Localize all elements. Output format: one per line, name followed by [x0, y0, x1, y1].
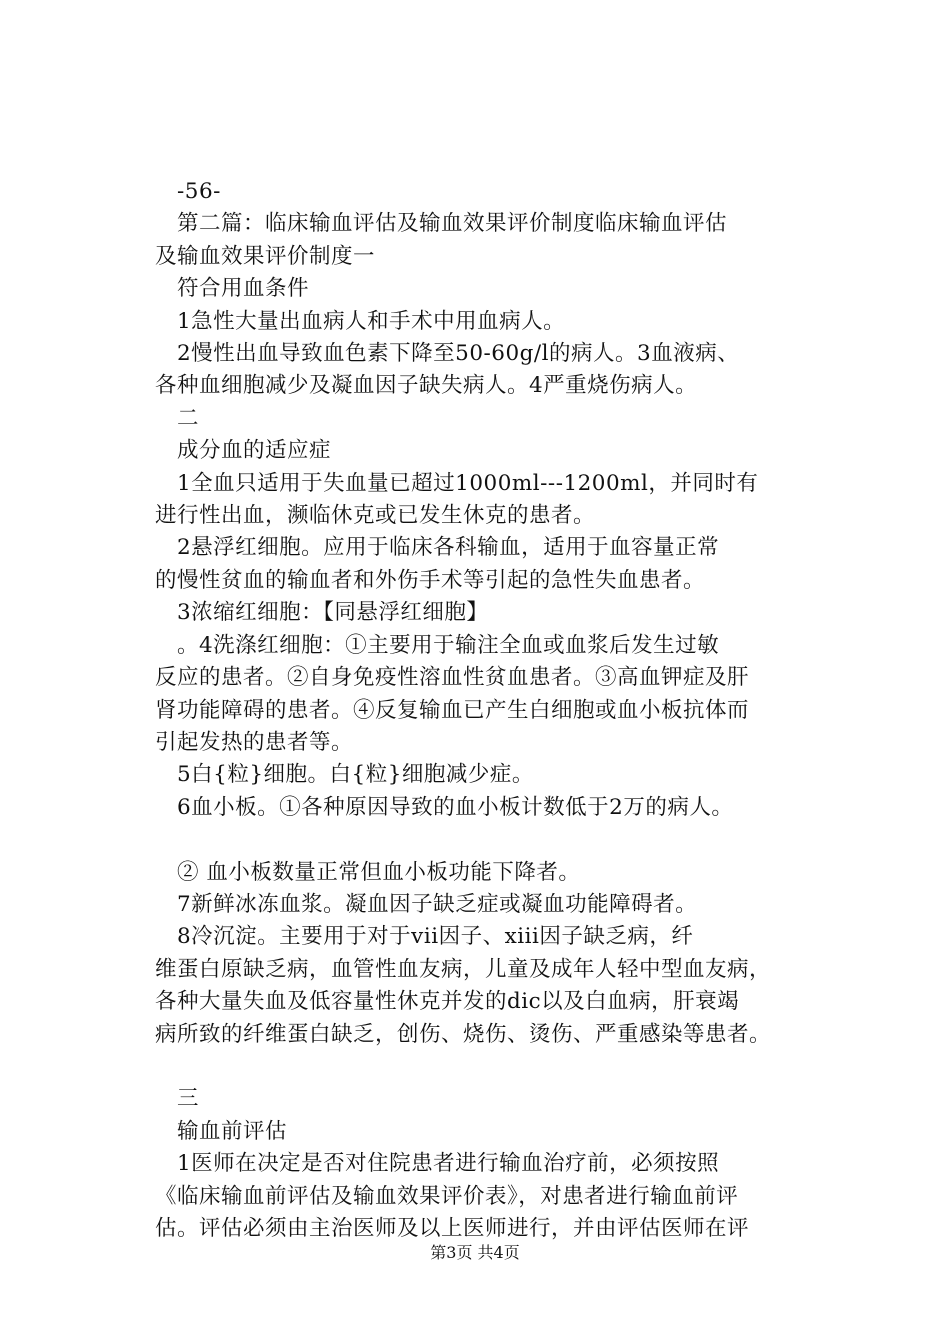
paragraph-line: 《临床输血前评估及输血效果评价表》，对患者进行输血前评 — [155, 1183, 739, 1209]
section-numeral: 二 — [177, 405, 200, 431]
paragraph-line: 各种大量失血及低容量性休克并发的dic以及白血病，肝衰竭 — [155, 989, 740, 1015]
paragraph-line: 6血小板。①各种原因导致的血小板计数低于2万的病人。 — [177, 794, 734, 820]
paragraph-line: 。4洗涤红细胞：①主要用于输注全血或血浆后发生过敏 — [177, 632, 720, 658]
section-title: 第二篇：临床输血评估及输血效果评价制度临床输血评估 — [177, 211, 728, 237]
paragraph-line: 病所致的纤维蛋白缺乏，创伤、烧伤、烫伤、严重感染等患者。 — [155, 1021, 772, 1047]
paragraph-line: 5白{粒}细胞。白{粒}细胞减少症。 — [177, 762, 534, 788]
section-title-cont: 及输血效果评价制度一 — [155, 243, 376, 269]
paragraph-line: 1医师在决定是否对住院患者进行输血治疗前，必须按照 — [177, 1151, 720, 1177]
document-body — [155, 176, 845, 1245]
paragraph-line: 估。评估必须由主治医师及以上医师进行，并由评估医师在评 — [155, 1215, 750, 1241]
subheading: 输血前评估 — [177, 1118, 288, 1144]
paragraph-line: 反应的患者。②自身免疫性溶血性贫血患者。③高血钾症及肝 — [155, 665, 750, 691]
subheading: 符合用血条件 — [177, 276, 310, 302]
blank-line — [155, 1051, 845, 1083]
page-footer: 第3页 共4页 — [430, 1243, 520, 1262]
paragraph-line: 3浓缩红细胞：【同悬浮红细胞】 — [177, 600, 489, 626]
paragraph-line: 进行性出血，濒临休克或已发生休克的患者。 — [155, 503, 596, 529]
paragraph-line: 引起发热的患者等。 — [155, 729, 354, 755]
paragraph-line: ② 血小板数量正常但血小板功能下降者。 — [177, 859, 581, 885]
paragraph-line: 1全血只适用于失血量已超过1000ml---1200ml，并同时有 — [177, 470, 759, 496]
paragraph-line: 各种血细胞减少及凝血因子缺失病人。4严重烧伤病人。 — [155, 373, 698, 399]
paragraph-line: 肾功能障碍的患者。④反复输血已产生白细胞或血小板抗体而 — [155, 697, 750, 723]
paragraph-line: 1急性大量出血病人和手术中用血病人。 — [177, 308, 566, 334]
paragraph-line: 8冷沉淀。主要用于对于vii因子、xiii因子缺乏病，纤 — [177, 924, 694, 950]
paragraph-line: 7新鲜冰冻血浆。凝血因子缺乏症或凝血功能障碍者。 — [177, 891, 698, 917]
blank-line — [155, 824, 845, 856]
paragraph-line: 2悬浮红细胞。应用于临床各科输血，适用于血容量正常 — [177, 535, 720, 561]
section-numeral: 三 — [177, 1086, 200, 1112]
paragraph-line: 的慢性贫血的输血者和外伤手术等引起的急性失血患者。 — [155, 567, 706, 593]
subheading: 成分血的适应症 — [177, 438, 332, 464]
paragraph-line: 2慢性出血导致血色素下降至50-60g/l的病人。3血液病、 — [177, 341, 740, 367]
paragraph-line: 维蛋白原缺乏病，血管性血友病，儿童及成年人轻中型血友病， — [155, 956, 772, 982]
page-number-marker: -56- — [177, 179, 221, 204]
